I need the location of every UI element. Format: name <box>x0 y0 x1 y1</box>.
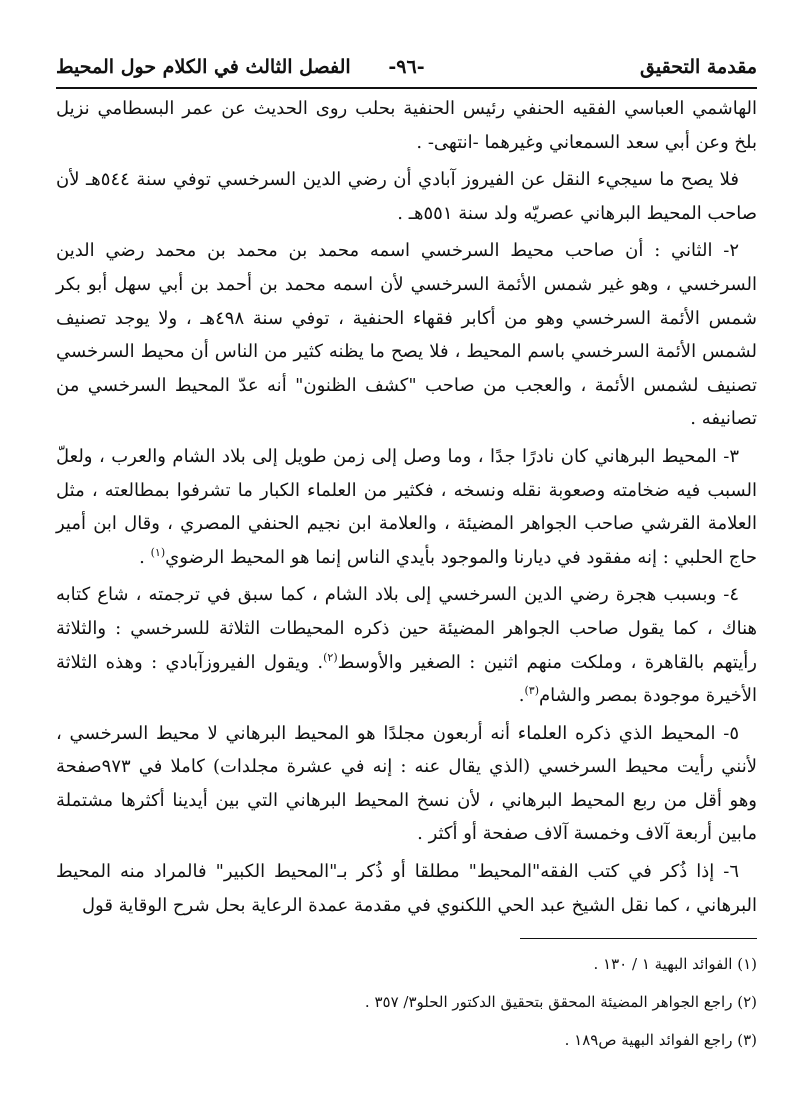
running-header <box>56 50 757 84</box>
header-rule <box>56 87 757 89</box>
footnote-marker: (١) <box>150 545 166 559</box>
paragraph: ٤- وبسبب هجرة رضي الدين السرخسي إلى بلاد الشام ، كما سبق في ترجمته ، شاع كتابه هناك ، كما يقول صاحب الجواهر المضيئة حين ذكره المحيطات الثلاثة للسرخسي : والثلاثة رأيتهم بالقاهرة ، وملكت منهم اثنين : الصغير والأوسط$^{(٢)}$. ويقول الفيروزآبادي : وهذه الثلاثة الأخيرة موجودة بمصر والشام$^{(٣)}$. <box>56 584 757 707</box>
paragraph: فلا يصح ما سيجيء النقل عن الفيروز آبادي أن رضي الدين السرخسي توفي سنة ٥٤٤هـ لأن صاحب المحيط البرهاني عصريّه ولد سنة ٥٥١هـ . <box>56 169 757 224</box>
footnote: (١) الفوائد البهية ١ / ١٣٠ . <box>593 955 757 973</box>
footnote: (٢) راجع الجواهر المضيئة المحقق بتحقيق الدكتور الحلو٣/ ٣٥٧ . <box>364 993 757 1011</box>
paragraph: الهاشمي العباسي الفقيه الحنفي رئيس الحنفية بحلب روى الحديث عن عمر البسطامي نزيل بلخ وعن أبي سعد السمعاني وغيرهما -انتهى- . <box>56 98 757 153</box>
footnote: (٣) راجع الفوائد البهية ص١٨٩ . <box>564 1031 757 1049</box>
header-chapter-title: الفصل الثالث في الكلام حول المحيط <box>56 56 351 78</box>
body-text <box>56 92 757 926</box>
footnotes <box>56 952 757 1066</box>
paragraph: ٣- المحيط البرهاني كان نادرًا جدًا ، وما وصل إلى زمن طويل إلى بلاد الشام والعرب ، ولعلّ السبب فيه ضخامته وصعوبة نقله ونسخه ، فكثير من العلماء الكبار ما تشرفوا بمطالعته ، مثل العلامة القرشي صاحب الجواهر المضيئة ، والعلامة ابن نجيم الحنفي المصري ، وقال ابن أمير حاج الحلبي : إنه مفقود في ديارنا والموجود بأيدي الناس إنما هو المحيط الرضوي$^{(١)}$ . <box>56 445 757 568</box>
paragraph: ٢- الثاني : أن صاحب محيط السرخسي اسمه محمد بن محمد بن محمد رضي الدين السرخسي ، وهو غير شمس الأئمة السرخسي لأن اسمه محمد بن أحمد بن أبي سهل أبو بكر شمس الأئمة السرخسي وهو من أكابر فقهاء الحنفية ، توفي سنة ٤٩٨هـ ، ولا يوجد تصنيف لشمس الأئمة السرخسي باسم المحيط ، فلا يصح ما يظنه كثير من الناس أن محيط السرخسي تصنيف لشمس الأئمة ، والعجب من صاحب "كشف الظنون" أنه عدّ المحيط السرخسي من تصانيفه . <box>56 240 758 430</box>
page-number: -٩٦- <box>388 56 425 78</box>
footnote-marker: (٢) <box>323 650 338 664</box>
footnote-rule <box>520 938 757 939</box>
header-section-title: مقدمة التحقيق <box>640 56 757 78</box>
footnote-marker: (٣) <box>524 684 539 698</box>
paragraph: ٦- إذا ذُكر في كتب الفقه"المحيط" مطلقا أو ذُكر بـ"المحيط الكبير" فالمراد منه المحيط البرهاني ، كما نقل الشيخ عبد الحي اللكنوي في مقدمة عمدة الرعاية بحل شرح الوقاية قول <box>56 861 757 916</box>
paragraph: ٥- المحيط الذي ذكره العلماء أنه أربعون مجلدًا هو المحيط البرهاني لا محيط السرخسي ، لأنني رأيت محيط السرخسي (الذي يقال عنه : إنه في عشرة مجلدات) كاملا في ٩٧٣صفحة وهو أقل من ربع المحيط البرهاني ، لأن نسخ المحيط البرهاني التي بين أيدينا أكثرها مشتملة مابين أربعة آلاف وخمسة آلاف صفحة أو أكثر . <box>56 722 757 845</box>
